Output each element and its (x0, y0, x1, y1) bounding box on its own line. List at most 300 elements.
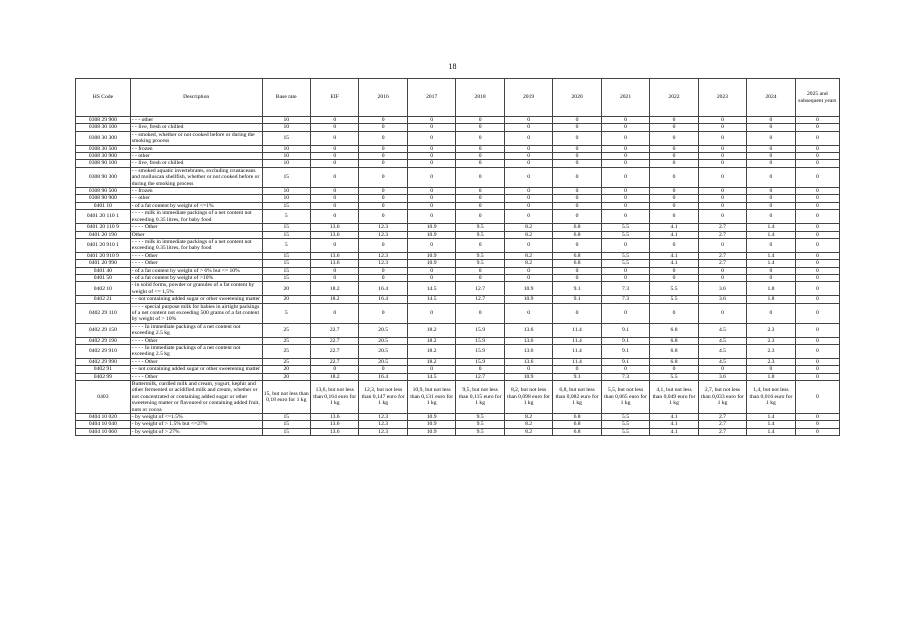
cell-eif: 0 (310, 366, 358, 373)
cell-2022: 0 (650, 153, 698, 160)
table-row (76, 124, 840, 131)
cell-2017: 0 (407, 167, 455, 187)
cell-2025-plus: 0 (795, 145, 839, 152)
cell-2017: 0 (407, 366, 455, 373)
cell-2016: 16.4 (359, 282, 407, 296)
cell-2018: 0 (456, 195, 504, 202)
cell-description: - in solid forms, powder or granules of a fat content by weight of <= 1,5% (130, 282, 262, 296)
cell-2024: 2.3 (747, 323, 795, 337)
cell-eif: 0 (310, 153, 358, 160)
header-description: Description (130, 79, 262, 117)
cell-base-rate: 15 (262, 421, 310, 428)
cell-eif: 0 (310, 160, 358, 167)
cell-base-rate: 15 (262, 231, 310, 238)
cell-2022: 4,1, but not less than 0,049 euro for 1 kg (650, 381, 698, 414)
cell-2025-plus: 0 (795, 160, 839, 167)
cell-2016: 0 (359, 366, 407, 373)
cell-description: - - - - Other (130, 337, 262, 344)
cell-hs-code: 0402 10 (76, 282, 131, 296)
cell-2020: 6.8 (553, 260, 601, 267)
cell-2022: 0 (650, 366, 698, 373)
cell-2021: 5.5 (601, 224, 649, 231)
table-row (76, 224, 840, 231)
cell-2020: 0 (553, 131, 601, 145)
header-year-2016: 2016 (359, 79, 407, 117)
cell-hs-code: 0402 29 990 (76, 358, 131, 365)
cell-2016: 20.5 (359, 337, 407, 344)
cell-2018: 15.9 (456, 337, 504, 344)
cell-2020: 0 (553, 117, 601, 124)
cell-2018: 9.5 (456, 231, 504, 238)
cell-2018: 15.9 (456, 345, 504, 359)
cell-2019: 0 (504, 124, 552, 131)
cell-2020: 6.8 (553, 421, 601, 428)
cell-2021: 0 (601, 238, 649, 252)
cell-2023: 0 (698, 238, 746, 252)
cell-2019: 0 (504, 274, 552, 281)
header-year-2025-plus: 2025 and subsequent years (795, 79, 839, 117)
cell-2023: 4.5 (698, 337, 746, 344)
cell-description: - - - - In immediate packings of a net content not exceeding 2.5 kg (130, 345, 262, 359)
cell-2020: 0 (553, 167, 601, 187)
cell-2016: 12.3 (359, 260, 407, 267)
header-year-2024: 2024 (747, 79, 795, 117)
cell-2019: 0 (504, 188, 552, 195)
cell-2024: 1.4 (747, 252, 795, 259)
cell-description: - - smoked, whether or not cooked before or during the smoking process (130, 131, 262, 145)
cell-2024: 0 (747, 274, 795, 281)
cell-eif: 22.7 (310, 345, 358, 359)
cell-base-rate: 15 (262, 414, 310, 421)
cell-2018: 0 (456, 188, 504, 195)
cell-2016: 12,3, but not less than 0,147 euro for 1 kg (359, 381, 407, 414)
cell-2019: 8.2 (504, 252, 552, 259)
table-row (76, 366, 840, 373)
cell-2023: 0 (698, 274, 746, 281)
cell-2017: 18.2 (407, 337, 455, 344)
cell-2018: 0 (456, 131, 504, 145)
cell-hs-code: 0402 21 (76, 296, 131, 303)
header-eif: EIF (310, 79, 358, 117)
cell-2017: 14.5 (407, 296, 455, 303)
cell-description: Buttermilk, curdled milk and cream, yogurt, kephir and other fermented or acidified milk and cream, whether or not concentrated or containing added sugar or other sweetening matter or flavoured or containing added fruit, nuts or cocoa (130, 381, 262, 414)
cell-2022: 6.8 (650, 358, 698, 365)
cell-hs-code: 0308 90 900 (76, 195, 131, 202)
cell-2023: 4.5 (698, 323, 746, 337)
cell-2025-plus: 0 (795, 117, 839, 124)
cell-2025-plus: 0 (795, 202, 839, 209)
cell-2018: 0 (456, 153, 504, 160)
table-row (76, 381, 840, 414)
cell-eif: 18.2 (310, 282, 358, 296)
cell-2018: 12.7 (456, 373, 504, 380)
cell-2025-plus: 0 (795, 373, 839, 380)
cell-2021: 5.5 (601, 231, 649, 238)
cell-base-rate: 25 (262, 337, 310, 344)
table-row (76, 188, 840, 195)
cell-description: - - - - milk in immediate packings of a net content not exceeding 0.35 litres, for baby food (130, 238, 262, 252)
cell-2023: 0 (698, 210, 746, 224)
cell-2017: 10,9, but not less than 0,131 euro for 1 kg (407, 381, 455, 414)
cell-hs-code: 0308 90 300 (76, 167, 131, 187)
cell-2023: 4.5 (698, 358, 746, 365)
cell-base-rate: 10 (262, 153, 310, 160)
cell-base-rate: 20 (262, 373, 310, 380)
cell-2020: 6.8 (553, 252, 601, 259)
cell-2020: 0 (553, 267, 601, 274)
cell-2025-plus: 0 (795, 337, 839, 344)
cell-2025-plus: 0 (795, 188, 839, 195)
cell-2022: 0 (650, 160, 698, 167)
cell-2025-plus: 0 (795, 224, 839, 231)
cell-2019: 0 (504, 210, 552, 224)
cell-2020: 0 (553, 160, 601, 167)
cell-base-rate: 10 (262, 160, 310, 167)
cell-2022: 4.1 (650, 252, 698, 259)
cell-2025-plus: 0 (795, 345, 839, 359)
cell-2023: 0 (698, 202, 746, 209)
cell-2018: 0 (456, 366, 504, 373)
table-row (76, 373, 840, 380)
header-year-2018: 2018 (456, 79, 504, 117)
cell-2023: 0 (698, 188, 746, 195)
cell-description: Other (130, 231, 262, 238)
cell-base-rate: 15 (262, 274, 310, 281)
cell-eif: 0 (310, 202, 358, 209)
cell-2023: 0 (698, 117, 746, 124)
table-row (76, 202, 840, 209)
cell-2024: 2.3 (747, 358, 795, 365)
cell-2017: 10.9 (407, 428, 455, 435)
cell-hs-code: 0402 91 (76, 366, 131, 373)
cell-eif: 22.7 (310, 323, 358, 337)
cell-2019: 10.9 (504, 282, 552, 296)
cell-2018: 12.7 (456, 296, 504, 303)
cell-2019: 0 (504, 117, 552, 124)
cell-description: - - live, fresh or chilled (130, 160, 262, 167)
cell-2016: 16.4 (359, 373, 407, 380)
cell-base-rate: 5 (262, 238, 310, 252)
cell-2024: 1.4 (747, 428, 795, 435)
cell-eif: 0 (310, 188, 358, 195)
cell-2022: 4.1 (650, 231, 698, 238)
cell-2020: 9.1 (553, 282, 601, 296)
cell-2022: 0 (650, 267, 698, 274)
cell-2020: 0 (553, 145, 601, 152)
cell-2024: 0 (747, 153, 795, 160)
cell-hs-code: 0401 20 190 (76, 231, 131, 238)
table-row (76, 345, 840, 359)
cell-2025-plus: 0 (795, 195, 839, 202)
cell-2018: 0 (456, 145, 504, 152)
cell-2024: 0 (747, 188, 795, 195)
cell-2018: 0 (456, 274, 504, 281)
cell-2019: 0 (504, 153, 552, 160)
table-row (76, 117, 840, 124)
cell-2017: 14.5 (407, 373, 455, 380)
cell-2024: 0 (747, 238, 795, 252)
cell-2016: 12.3 (359, 252, 407, 259)
cell-2024: 1.8 (747, 373, 795, 380)
cell-2024: 0 (747, 160, 795, 167)
cell-2024: 2.3 (747, 345, 795, 359)
cell-2023: 0 (698, 131, 746, 145)
cell-2018: 0 (456, 160, 504, 167)
cell-description: - by weight of > 1.5% but <=27% (130, 421, 262, 428)
cell-2017: 10.9 (407, 231, 455, 238)
cell-2024: 2.3 (747, 337, 795, 344)
cell-2021: 5.5 (601, 260, 649, 267)
cell-2023: 2.7 (698, 428, 746, 435)
cell-2018: 0 (456, 238, 504, 252)
cell-2017: 0 (407, 124, 455, 131)
cell-2021: 9.1 (601, 337, 649, 344)
cell-2023: 0 (698, 366, 746, 373)
cell-2023: 0 (698, 145, 746, 152)
cell-description: - - other (130, 195, 262, 202)
cell-2017: 0 (407, 188, 455, 195)
cell-2024: 0 (747, 124, 795, 131)
cell-2019: 0 (504, 160, 552, 167)
cell-description: - - - - Other (130, 260, 262, 267)
cell-hs-code: 0401 20 990 (76, 260, 131, 267)
cell-description: - - live, fresh or chilled (130, 124, 262, 131)
cell-2019: 0 (504, 167, 552, 187)
table-row (76, 210, 840, 224)
cell-2023: 2.7 (698, 231, 746, 238)
header-hs-code: HS Code (76, 79, 131, 117)
cell-2021: 0 (601, 188, 649, 195)
cell-2018: 15.9 (456, 358, 504, 365)
cell-2025-plus: 0 (795, 260, 839, 267)
cell-description: - - - - Other (130, 358, 262, 365)
cell-base-rate: 10 (262, 145, 310, 152)
cell-eif: 18.2 (310, 373, 358, 380)
header-year-2022: 2022 (650, 79, 698, 117)
cell-base-rate: 5 (262, 303, 310, 323)
cell-2025-plus: 0 (795, 131, 839, 145)
cell-description: - - - other (130, 117, 262, 124)
cell-2024: 0 (747, 267, 795, 274)
cell-base-rate: 25 (262, 345, 310, 359)
header-year-2017: 2017 (407, 79, 455, 117)
cell-2021: 0 (601, 274, 649, 281)
cell-eif: 13.6 (310, 260, 358, 267)
cell-base-rate: 20 (262, 282, 310, 296)
cell-eif: 22.7 (310, 337, 358, 344)
table-row (76, 231, 840, 238)
cell-hs-code: 0308 90 500 (76, 188, 131, 195)
cell-description: - of a fat content by weight of > 6% but <= 10% (130, 267, 262, 274)
cell-2024: 0 (747, 195, 795, 202)
cell-2021: 0 (601, 145, 649, 152)
cell-2020: 11.4 (553, 323, 601, 337)
cell-description: - - frozen (130, 188, 262, 195)
cell-description: - - - - Other (130, 224, 262, 231)
cell-2024: 0 (747, 303, 795, 323)
cell-hs-code: 0404 10 020 (76, 414, 131, 421)
table-row (76, 323, 840, 337)
cell-2023: 3.6 (698, 373, 746, 380)
cell-2023: 2.7 (698, 421, 746, 428)
cell-base-rate: 15 (262, 131, 310, 145)
page-number: 18 (448, 62, 457, 71)
cell-description: - - - - milk in immediate packings of a net content not exceeding 0.35 litres, for baby food (130, 210, 262, 224)
cell-2017: 14.5 (407, 282, 455, 296)
cell-description: - of a fat content by weight of <=1% (130, 202, 262, 209)
cell-2022: 0 (650, 131, 698, 145)
cell-2024: 1.4 (747, 231, 795, 238)
cell-2023: 0 (698, 267, 746, 274)
cell-2021: 0 (601, 131, 649, 145)
cell-hs-code: 0401 20 910 1 (76, 238, 131, 252)
cell-2019: 13.6 (504, 337, 552, 344)
cell-2024: 0 (747, 202, 795, 209)
cell-2023: 2.7 (698, 414, 746, 421)
cell-2017: 10.9 (407, 421, 455, 428)
cell-2020: 0 (553, 274, 601, 281)
cell-2025-plus: 0 (795, 366, 839, 373)
cell-2018: 9.5 (456, 414, 504, 421)
cell-2025-plus: 0 (795, 274, 839, 281)
cell-2020: 0 (553, 188, 601, 195)
cell-2024: 0 (747, 167, 795, 187)
cell-description: - - not containing added sugar or other sweetening matter (130, 296, 262, 303)
cell-2022: 0 (650, 303, 698, 323)
table-row (76, 414, 840, 421)
cell-2025-plus: 0 (795, 153, 839, 160)
cell-eif: 22.7 (310, 358, 358, 365)
cell-2022: 6.8 (650, 323, 698, 337)
cell-2016: 0 (359, 117, 407, 124)
cell-eif: 13.6 (310, 231, 358, 238)
cell-2016: 12.3 (359, 414, 407, 421)
cell-2019: 13.6 (504, 358, 552, 365)
cell-2022: 0 (650, 124, 698, 131)
cell-2016: 12.3 (359, 231, 407, 238)
cell-2022: 4.1 (650, 224, 698, 231)
table-row (76, 260, 840, 267)
cell-2018: 9.5 (456, 260, 504, 267)
table-row (76, 282, 840, 296)
cell-2024: 0 (747, 131, 795, 145)
cell-hs-code: 0308 29 900 (76, 117, 131, 124)
cell-base-rate: 20 (262, 366, 310, 373)
cell-2022: 0 (650, 210, 698, 224)
cell-2019: 10.9 (504, 296, 552, 303)
cell-2024: 0 (747, 210, 795, 224)
cell-2020: 9.1 (553, 373, 601, 380)
cell-description: - - smoked aquatic invertebrates, excluding crustaceans and molluscan shellfish, whether or not cooked before or during the smoking process (130, 167, 262, 187)
cell-2025-plus: 0 (795, 296, 839, 303)
table-row (76, 303, 840, 323)
cell-2021: 0 (601, 202, 649, 209)
cell-hs-code: 0308 30 100 (76, 124, 131, 131)
cell-base-rate: 15 (262, 260, 310, 267)
cell-2019: 8.2 (504, 428, 552, 435)
cell-base-rate: 15 (262, 224, 310, 231)
cell-2022: 6.8 (650, 345, 698, 359)
cell-2020: 6.8 (553, 428, 601, 435)
cell-2021: 0 (601, 267, 649, 274)
cell-2023: 0 (698, 153, 746, 160)
cell-2019: 0 (504, 303, 552, 323)
cell-2018: 0 (456, 124, 504, 131)
cell-2024: 1.4 (747, 421, 795, 428)
cell-2023: 0 (698, 124, 746, 131)
cell-eif: 0 (310, 131, 358, 145)
cell-2016: 16.4 (359, 296, 407, 303)
cell-2022: 5.5 (650, 373, 698, 380)
cell-2021: 7.3 (601, 373, 649, 380)
cell-2017: 0 (407, 145, 455, 152)
cell-2018: 0 (456, 303, 504, 323)
cell-2023: 3.6 (698, 296, 746, 303)
cell-2025-plus: 0 (795, 323, 839, 337)
cell-2018: 15.9 (456, 323, 504, 337)
cell-hs-code: 0404 10 040 (76, 421, 131, 428)
cell-2017: 0 (407, 160, 455, 167)
cell-2017: 10.9 (407, 252, 455, 259)
table-row (76, 296, 840, 303)
cell-2021: 5,5, but not less than 0,065 euro for 1 kg (601, 381, 649, 414)
cell-2016: 0 (359, 153, 407, 160)
cell-2018: 0 (456, 167, 504, 187)
cell-2016: 12.3 (359, 428, 407, 435)
cell-2017: 0 (407, 238, 455, 252)
cell-2016: 0 (359, 145, 407, 152)
cell-base-rate: 5 (262, 210, 310, 224)
cell-hs-code: 0403 (76, 381, 131, 414)
cell-2018: 0 (456, 267, 504, 274)
header-year-2021: 2021 (601, 79, 649, 117)
cell-base-rate: 20 (262, 296, 310, 303)
cell-2019: 8.2 (504, 231, 552, 238)
cell-2020: 6.8 (553, 231, 601, 238)
cell-2019: 10.9 (504, 373, 552, 380)
cell-hs-code: 0402 29 110 (76, 303, 131, 323)
cell-eif: 13,6, but not less than 0,164 euro for 1 kg (310, 381, 358, 414)
cell-2024: 1.4 (747, 260, 795, 267)
cell-description: - of a fat content by weight of >10% (130, 274, 262, 281)
table-row (76, 252, 840, 259)
cell-base-rate: 15 (262, 167, 310, 187)
cell-2023: 0 (698, 303, 746, 323)
table-row (76, 167, 840, 187)
table-row (76, 153, 840, 160)
cell-2018: 0 (456, 117, 504, 124)
cell-2021: 0 (601, 303, 649, 323)
cell-description: - - not containing added sugar or other sweetening matter (130, 366, 262, 373)
cell-eif: 13.6 (310, 414, 358, 421)
cell-hs-code: 0404 10 060 (76, 428, 131, 435)
cell-2025-plus: 0 (795, 267, 839, 274)
cell-base-rate: 10 (262, 117, 310, 124)
cell-2020: 0 (553, 238, 601, 252)
cell-base-rate: 25 (262, 323, 310, 337)
cell-2022: 6.8 (650, 337, 698, 344)
cell-2016: 12.3 (359, 224, 407, 231)
cell-2017: 0 (407, 267, 455, 274)
cell-2023: 2.7 (698, 252, 746, 259)
cell-hs-code: 0308 30 900 (76, 153, 131, 160)
cell-eif: 13.6 (310, 428, 358, 435)
cell-2021: 0 (601, 366, 649, 373)
cell-2016: 0 (359, 195, 407, 202)
cell-2017: 0 (407, 117, 455, 124)
cell-2019: 8.2 (504, 224, 552, 231)
table-row (76, 160, 840, 167)
